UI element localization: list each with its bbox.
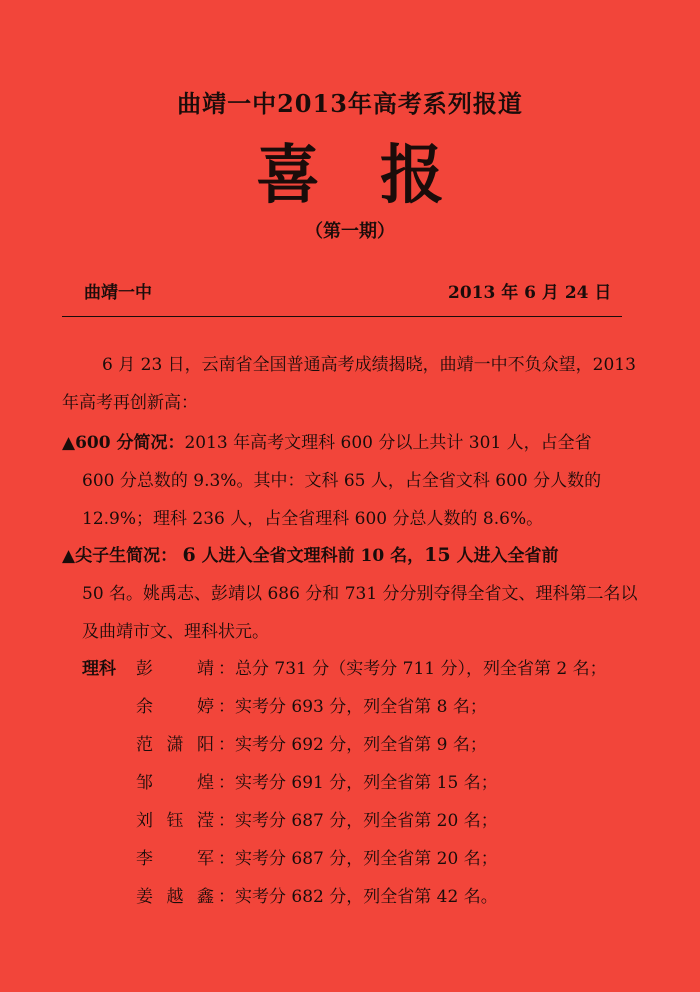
top10-text: 人进入全省文理科前 10 名，	[195, 546, 425, 566]
student-name: 彭靖	[136, 659, 214, 679]
publish-date: 2013 年 6 月 24 日	[448, 283, 612, 303]
section-top-students	[62, 536, 642, 651]
student-name: 刘钰滢	[136, 811, 214, 831]
list-item	[82, 650, 607, 688]
section-600-rest: 600 分总数的 9.3%。其中：文科 65 人，占全省文科 600 分人数的 12.9%；理科 236 人，占全省理科 600 分总人数的 8.6%。	[82, 471, 602, 529]
top50-text: 人进入全省前	[450, 546, 559, 566]
student-name: 余婷	[136, 697, 214, 717]
student-detail: ：实考分 687 分，列全省第 20 名；	[218, 849, 498, 869]
list-item	[82, 726, 607, 764]
header-divider	[62, 316, 622, 317]
series-title: 曲靖一中2013年高考系列报道	[177, 89, 523, 118]
issue-number: （第一期）	[305, 221, 395, 242]
section-600-summary	[62, 424, 642, 538]
school-name: 曲靖一中	[84, 283, 152, 303]
section-600-line1: 2013 年高考文理科 600 分以上共计 301 人，占全省	[184, 433, 592, 453]
list-item	[82, 878, 607, 916]
science-score-list	[82, 650, 607, 916]
student-detail: ：实考分 693 分，列全省第 8 名；	[218, 697, 487, 717]
top10-count: 6	[182, 544, 196, 566]
student-detail: ：实考分 692 分，列全省第 9 名；	[218, 735, 487, 755]
student-name: 邹煌	[136, 773, 214, 793]
student-name: 范潇阳	[136, 735, 214, 755]
student-detail: ：实考分 691 分，列全省第 15 名；	[218, 773, 498, 793]
main-title: 喜报	[256, 139, 504, 213]
student-name: 姜越鑫	[136, 887, 214, 907]
section-top-rest: 50 名。姚禹志、彭靖以 686 分和 731 分分别夺得全省文、理科第二名以及曲靖市文、理科状元。	[82, 584, 638, 642]
student-name: 李军	[136, 849, 214, 869]
student-detail: ：总分 731 分（实考分 711 分），列全省第 2 名；	[218, 659, 607, 679]
student-detail: ：实考分 682 分，列全省第 42 名。	[218, 887, 498, 907]
list-item	[82, 764, 607, 802]
list-item	[82, 840, 607, 878]
list-item	[82, 688, 607, 726]
list-item	[82, 802, 607, 840]
section-top-lead: ▲尖子生简况：	[62, 546, 178, 566]
top50-count: 15	[424, 544, 451, 566]
intro-paragraph: 6 月 23 日，云南省全国普通高考成绩揭晓，曲靖一中不负众望，2013 年高考再创新高：	[62, 355, 636, 413]
science-label: 理科	[82, 659, 116, 679]
student-detail: ：实考分 687 分，列全省第 20 名；	[218, 811, 498, 831]
section-600-lead: ▲600 分简况：	[62, 433, 185, 453]
